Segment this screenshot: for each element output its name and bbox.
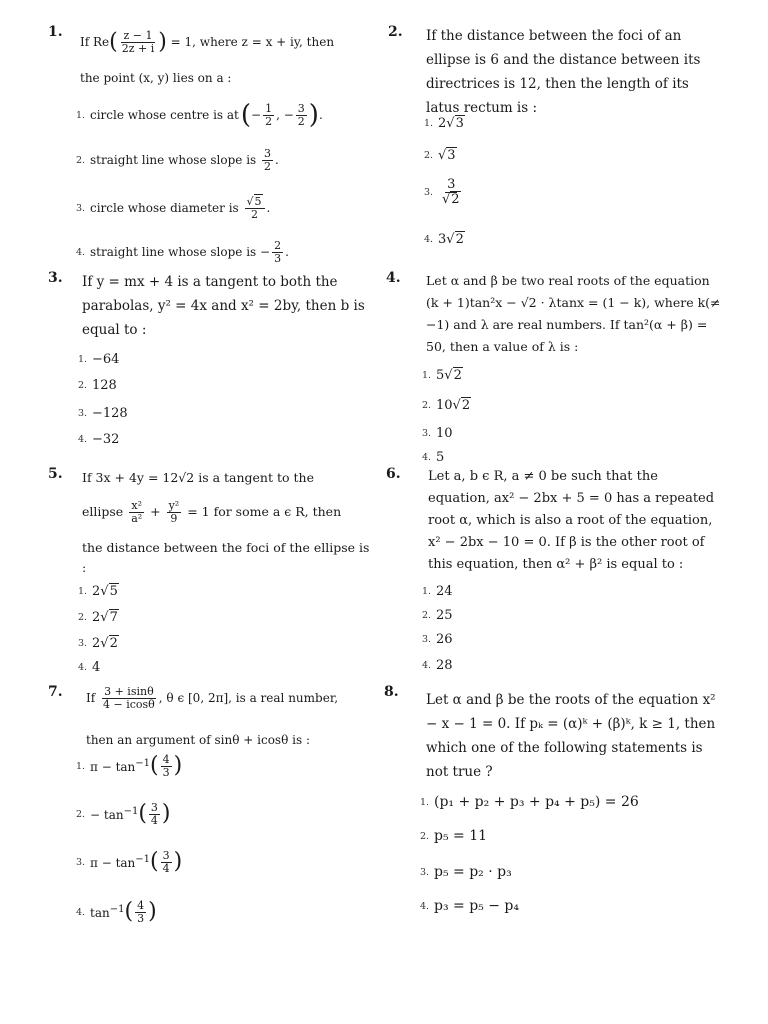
option-2[interactable]: 2. 2√7 [78, 610, 118, 625]
option-3[interactable]: 3. p₅ = p₂ · p₃ [420, 864, 512, 880]
option-3[interactable]: 3. 10 [422, 426, 453, 441]
question-stem-line2: ellipse $\frac{\text{x²}}{\text{a²}}$ + $\frac{\text{y²}}{9}$ = 1 for some a ϵ R, then [82, 499, 342, 525]
option-1[interactable]: 1. $\pi - \tan^{-1}$ ( $\frac{4}{3}$ ) [76, 753, 183, 779]
question-6 [386, 466, 728, 676]
question-stem-line2: the point (x, y) lies on a : [80, 71, 232, 85]
question-stem-line2: then an argument of sinθ + icosθ is : [86, 733, 310, 747]
question-4 [386, 270, 728, 470]
question-stem: Let α and β be the roots of the equation x² − x − 1 = 0. If pₖ = (α)ᵏ + (β)ᵏ, k ≥ 1, then which one of the following statements is not true ? [426, 692, 716, 780]
option-1[interactable]: 1. circle whose centre is at ( − $\frac{1}{2}$ , − $\frac{3}{2}$ ) . [76, 100, 323, 130]
question-number: 4. [386, 270, 401, 286]
option-4[interactable]: 4. $\tan^{-1}$ ( $\frac{4}{3}$ ) [76, 899, 157, 925]
question-7 [48, 684, 378, 940]
option-4[interactable]: 4. −32 [78, 432, 120, 447]
option-2[interactable]: 2. 25 [422, 608, 453, 623]
option-3[interactable]: 3. −128 [78, 406, 128, 421]
option-1[interactable]: 1. 24 [422, 584, 453, 599]
option-3[interactable]: 3. $\pi - \tan^{-1}$ ( $\frac{3}{4}$ ) [76, 849, 183, 875]
question-2 [388, 24, 728, 264]
option-2[interactable]: 2. straight line whose slope is $\frac{3}{2}$ . [76, 147, 279, 173]
option-2[interactable]: 2. 128 [78, 378, 117, 393]
option-4[interactable]: 4. 28 [422, 658, 453, 673]
option-2[interactable]: 2. p₅ = 11 [420, 828, 488, 844]
question-3 [48, 270, 368, 460]
question-stem: If Re( $\frac{z - 1}{2z + i}$ ) = 1, where z = x + iy, then [80, 29, 335, 55]
stem-fraction: $\frac{z - 1}{2z + i}$ [121, 29, 155, 55]
option-2[interactable]: 2. √3 [424, 148, 456, 163]
option-1[interactable]: 1. −64 [78, 352, 120, 367]
question-stem: If the distance between the foci of an ellipse is 6 and the distance between its directrices is 12, then the length of its latus rectum is : [426, 28, 701, 116]
question-stem: If y = mx + 4 is a tangent to both the parabolas, y² = 4x and x² = 2by, then b is equal to : [82, 274, 365, 338]
option-3[interactable]: 3. 26 [422, 632, 453, 647]
option-4[interactable]: 4. 5 [422, 450, 445, 465]
question-stem-line3: the distance between the foci of the ellipse is : [82, 540, 370, 575]
question-number: 1. [48, 24, 63, 40]
question-stem: Let a, b ϵ R, a ≠ 0 be such that the equation, ax² − 2bx + 5 = 0 has a repeated root α, which is also a root of the equation, x² − 2bx − 10 = 0. If β is the other root of this equation, then α² + β² is equal to : [428, 469, 715, 572]
option-3[interactable]: 3. $\frac{3}{√2}$ [424, 177, 460, 207]
option-2[interactable]: 2. 10√2 [422, 398, 471, 413]
option-1[interactable]: 1. 2√3 [424, 116, 464, 131]
option-3[interactable]: 3. 2√2 [78, 636, 118, 651]
question-stem: If $\frac{3 + isin\theta}{4 - icos\theta}$ , θ ϵ [0, 2π], is a real number, [86, 685, 339, 711]
question-stem: Let α and β be two real roots of the equation (k + 1)tan²x − √2 · λtanx = (1 − k), where k(≠ −1) and λ are real numbers. If tan²(α + β) = 50, then a value of λ is : [426, 273, 721, 354]
question-stem-line1: If 3x + 4y = 12√2 is a tangent to the [82, 470, 314, 485]
question-number: 7. [48, 684, 63, 700]
question-number: 2. [388, 24, 403, 40]
question-number: 6. [386, 466, 401, 482]
question-1 [48, 24, 368, 264]
option-4[interactable]: 4. p₃ = p₅ − p₄ [420, 898, 519, 914]
option-4[interactable]: 4. straight line whose slope is − $\frac{2}{3}$ . [76, 239, 289, 265]
question-number: 8. [384, 684, 399, 700]
option-3[interactable]: 3. circle whose diameter is $\frac{√5}{2}$ . [76, 195, 271, 221]
question-8 [384, 684, 730, 924]
question-number: 5. [48, 466, 63, 482]
question-5 [48, 466, 368, 676]
question-number: 3. [48, 270, 63, 286]
option-1[interactable]: 1. (p₁ + p₂ + p₃ + p₄ + p₅) = 26 [420, 794, 639, 810]
option-1[interactable]: 1. 5√2 [422, 368, 462, 383]
option-1[interactable]: 1. 2√5 [78, 584, 118, 599]
option-4[interactable]: 4. 3√2 [424, 232, 464, 247]
option-4[interactable]: 4. 4 [78, 660, 101, 675]
option-2[interactable]: 2. − $\tan^{-1}$ ( $\frac{3}{4}$ ) [76, 801, 171, 827]
